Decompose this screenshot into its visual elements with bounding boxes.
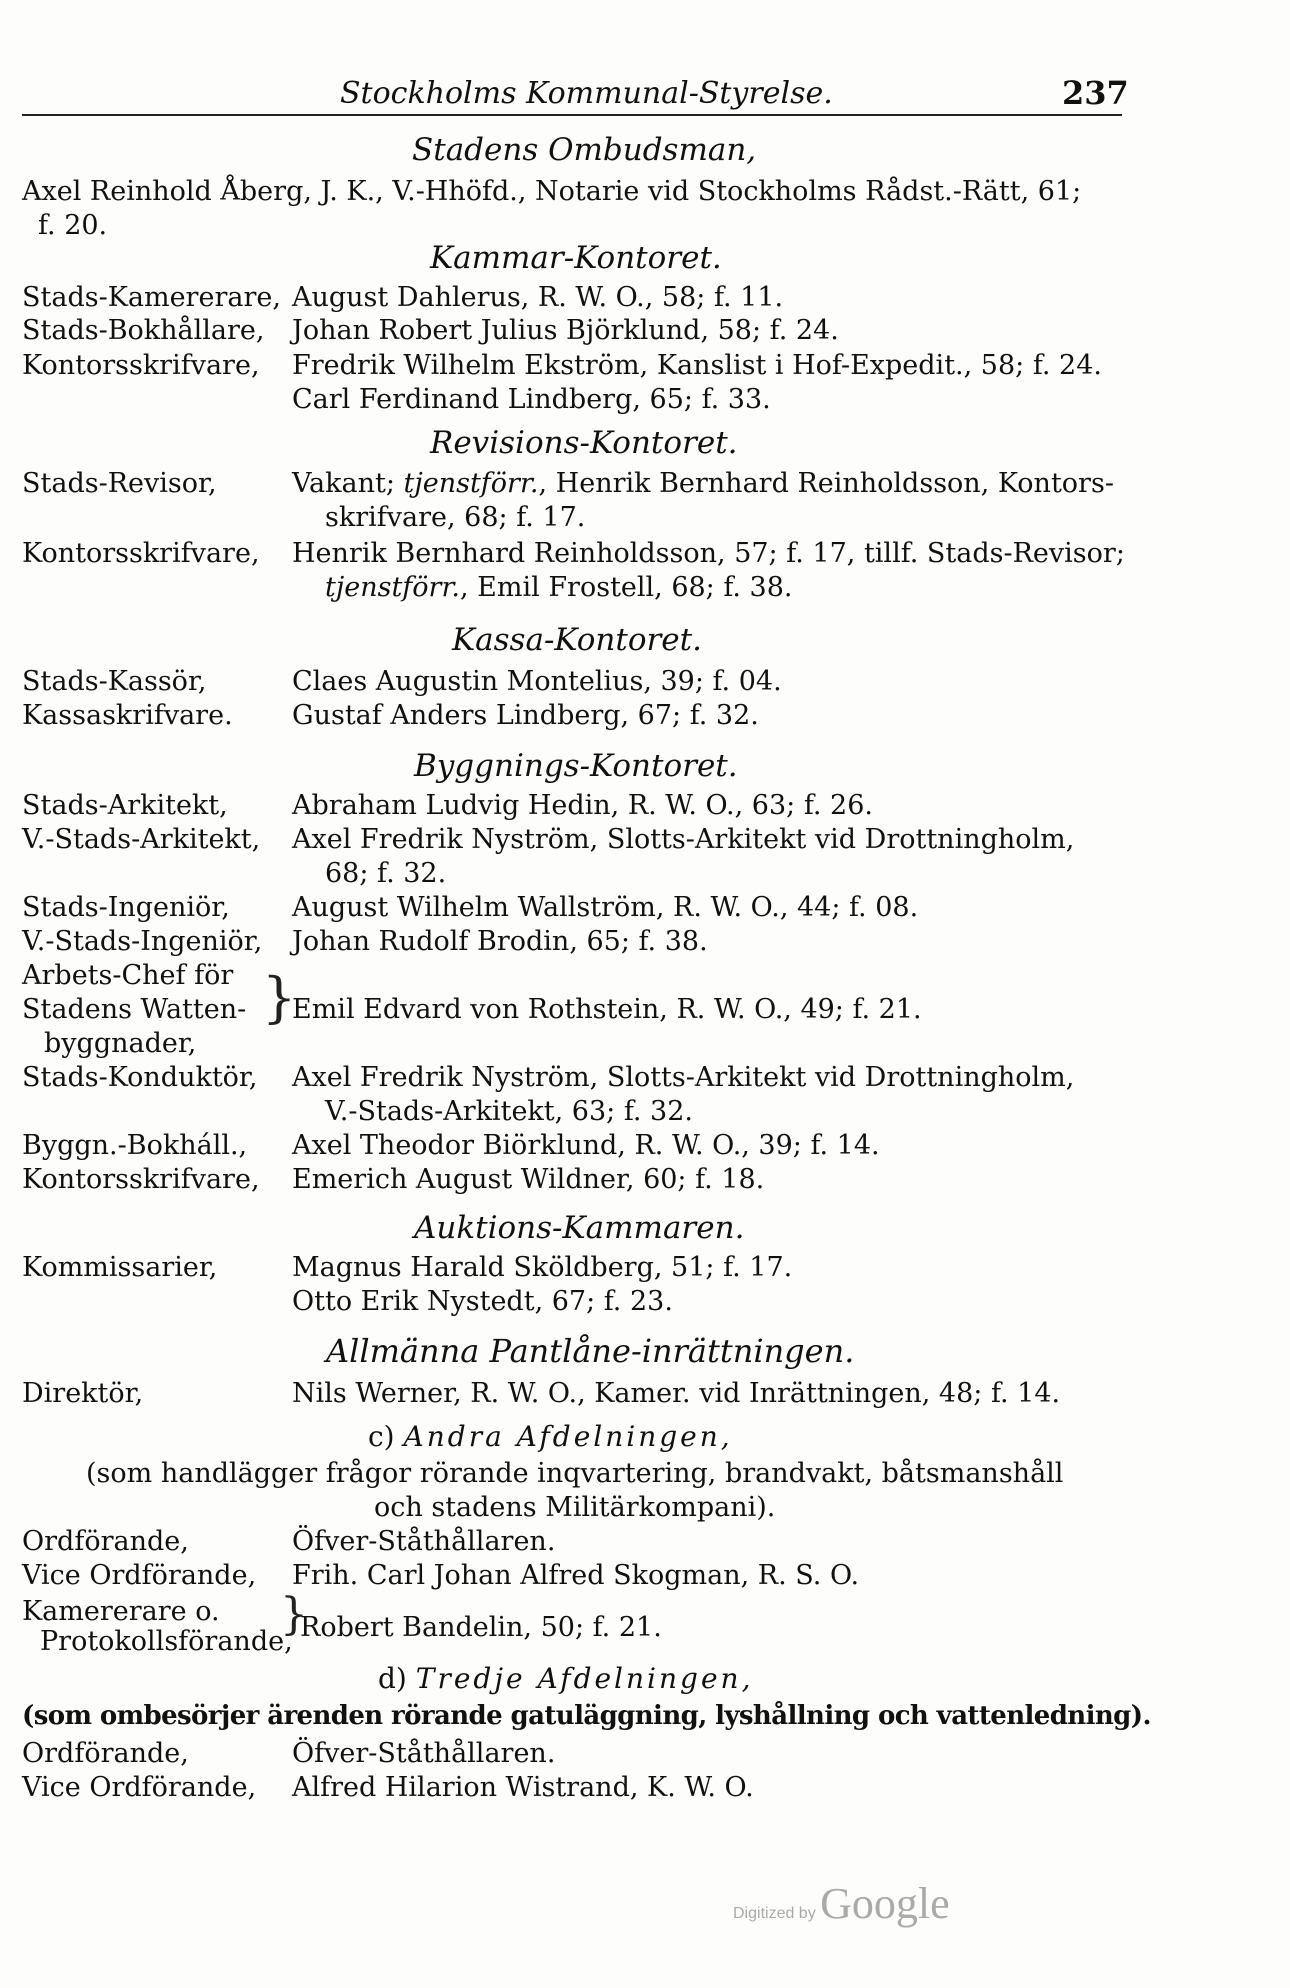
entry-label: Stads-Revisor, <box>22 468 217 499</box>
entry-text: Axel Fredrik Nyström, Slotts-Arkitekt vid Drottningholm, <box>292 824 1075 855</box>
running-title: Stockholms Kommunal-Styrelse. <box>340 76 833 111</box>
entry-text: Öfver-Ståthållaren. <box>292 1738 556 1769</box>
entry-label: Kontorsskrifvare, <box>22 1164 260 1195</box>
section-heading-kammar: Kammar-Kontoret. <box>430 240 722 276</box>
entry-label: byggnader, <box>44 1028 197 1059</box>
entry-text: Fredrik Wilhelm Ekström, Kanslist i Hof-Expedit., 58; f. 24. <box>292 350 1102 381</box>
entry-label: Stadens Watten- <box>22 994 247 1025</box>
entry-text: Johan Robert Julius Björklund, 58; f. 24. <box>292 315 839 346</box>
entry-label: Stads-Kassör, <box>22 666 207 697</box>
entry-label: Stads-Ingeniör, <box>22 892 230 923</box>
entry-label: Protokollsförande, <box>40 1626 293 1657</box>
page-number: 237 <box>1062 74 1129 112</box>
brace-icon: } <box>262 966 297 1029</box>
entry-label: Stads-Arkitekt, <box>22 790 228 821</box>
entry-text: Öfver-Ståthållaren. <box>292 1526 556 1557</box>
google-logo: Google <box>820 1879 950 1928</box>
entry-text: August Dahlerus, R. W. O., 58; f. 11. <box>292 282 784 313</box>
entry-text: Emerich August Wildner, 60; f. 18. <box>292 1164 765 1195</box>
entry-label: V.-Stads-Ingeniör, <box>22 926 263 957</box>
entry-text: Robert Bandelin, 50; f. 21. <box>300 1612 662 1643</box>
section-heading-revisions: Revisions-Kontoret. <box>430 425 738 461</box>
entry-text: Nils Werner, R. W. O., Kamer. vid Inrättningen, 48; f. 14. <box>292 1378 1061 1409</box>
entry-text: Axel Theodor Biörklund, R. W. O., 39; f. 14. <box>292 1130 880 1161</box>
section-heading-pantlane: Allmänna Pantlåne-inrättningen. <box>326 1332 855 1370</box>
entry-label: Arbets-Chef för <box>22 960 234 991</box>
entry-label: Kamererare o. <box>22 1596 220 1627</box>
ombudsman-entry: Axel Reinhold Åberg, J. K., V.-Hhöfd., Notarie vid Stockholms Rådst.-Rätt, 61; <box>22 176 1082 207</box>
entry-text: Henrik Bernhard Reinholdsson, 57; f. 17, tillf. Stads-Revisor; <box>292 538 1125 569</box>
header-rule <box>22 114 1122 116</box>
entry-label: Kommissarier, <box>22 1252 218 1283</box>
entry-label: Stads-Bokhållare, <box>22 315 265 346</box>
entry-text: Axel Fredrik Nyström, Slotts-Arkitekt vid Drottningholm, <box>292 1062 1075 1093</box>
entry-text-cont: V.-Stads-Arkitekt, 63; f. 32. <box>325 1096 693 1127</box>
entry-label: Vice Ordförande, <box>22 1560 257 1591</box>
brace-icon: } <box>280 1589 308 1640</box>
entry-text: Frih. Carl Johan Alfred Skogman, R. S. O. <box>292 1560 860 1591</box>
entry-text: Claes Augustin Montelius, 39; f. 04. <box>292 666 782 697</box>
section-heading-auktions: Auktions-Kammaren. <box>414 1210 745 1246</box>
entry-label: Vice Ordförande, <box>22 1772 257 1803</box>
entry-label: Direktör, <box>22 1378 144 1409</box>
ombudsman-entry-cont: f. 20. <box>38 210 108 241</box>
subsection-heading-tredje: d) Tredje Afdelningen, <box>378 1662 754 1695</box>
entry-text: Emil Edvard von Rothstein, R. W. O., 49; f. 21. <box>292 994 922 1025</box>
entry-text-cont: tjenstförr., Emil Frostell, 68; f. 38. <box>325 572 793 603</box>
section-description: och stadens Militärkompani). <box>374 1492 776 1523</box>
watermark-text: Digitized by <box>733 1905 816 1922</box>
entry-text: Otto Erik Nystedt, 67; f. 23. <box>292 1286 673 1317</box>
entry-text: Vakant; tjenstförr., Henrik Bernhard Reinholdsson, Kontors- <box>292 468 1114 499</box>
entry-text: Carl Ferdinand Lindberg, 65; f. 33. <box>292 384 771 415</box>
entry-label: Stads-Kamererare, <box>22 282 281 313</box>
entry-text: Magnus Harald Sköldberg, 51; f. 17. <box>292 1252 793 1283</box>
entry-label: Stads-Konduktör, <box>22 1062 258 1093</box>
subsection-heading-andra: c) Andra Afdelningen, <box>368 1420 733 1453</box>
section-heading-ombudsman: Stadens Ombudsman, <box>412 132 757 168</box>
section-heading-byggnings: Byggnings-Kontoret. <box>414 748 738 784</box>
entry-label: Kontorsskrifvare, <box>22 350 260 381</box>
entry-label: Ordförande, <box>22 1738 189 1769</box>
entry-text-cont: 68; f. 32. <box>325 858 447 889</box>
entry-text: Abraham Ludvig Hedin, R. W. O., 63; f. 26. <box>292 790 873 821</box>
entry-text: August Wilhelm Wallström, R. W. O., 44; f. 08. <box>292 892 919 923</box>
entry-label: Ordförande, <box>22 1526 189 1557</box>
entry-text: Alfred Hilarion Wistrand, K. W. O. <box>292 1772 754 1803</box>
section-heading-kassa: Kassa-Kontoret. <box>452 622 702 658</box>
entry-label: Byggn.-Bokháll., <box>22 1130 248 1161</box>
entry-text: Gustaf Anders Lindberg, 67; f. 32. <box>292 700 759 731</box>
digitized-watermark <box>733 1878 950 1929</box>
entry-label: V.-Stads-Arkitekt, <box>22 824 261 855</box>
entry-label: Kassaskrifvare. <box>22 700 233 731</box>
section-description: (som ombesörjer ärenden rörande gatuläggning, lyshållning och vattenledning). <box>22 1701 1151 1731</box>
entry-label: Kontorsskrifvare, <box>22 538 260 569</box>
entry-text-cont: skrifvare, 68; f. 17. <box>325 502 586 533</box>
section-description: (som handlägger frågor rörande inqvartering, brandvakt, båtsmanshåll <box>86 1458 1064 1489</box>
entry-text: Johan Rudolf Brodin, 65; f. 38. <box>292 926 708 957</box>
